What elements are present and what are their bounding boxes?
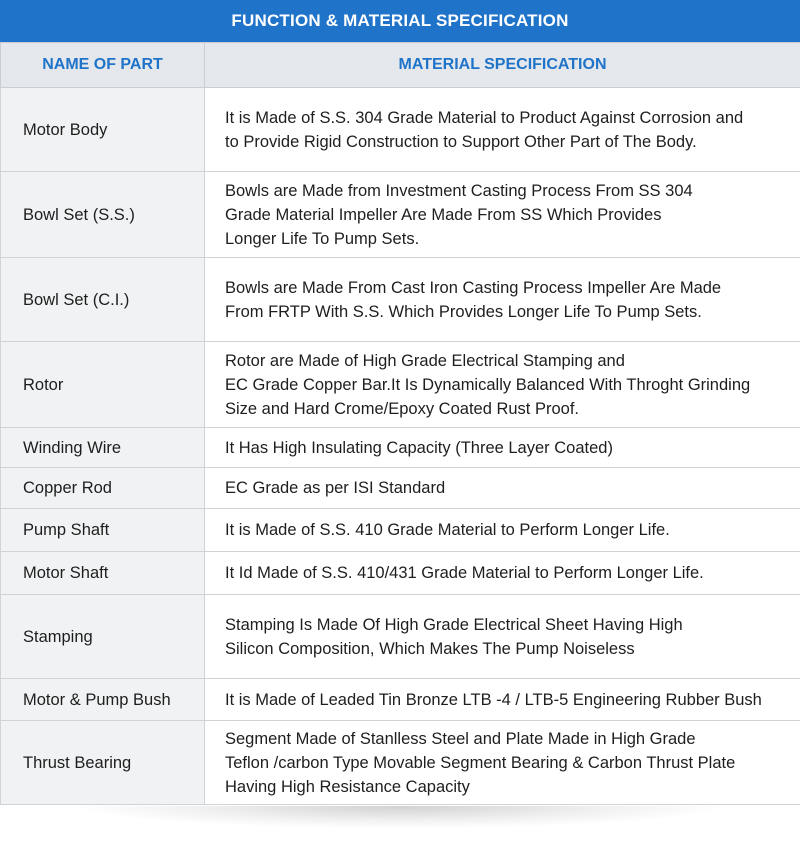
spec-line: Teflon /carbon Type Movable Segment Bearing & Carbon Thrust Plate	[225, 753, 736, 772]
header-row	[1, 43, 800, 88]
part-name: Bowl Set (S.S.)	[1, 172, 205, 258]
material-specification	[205, 342, 800, 428]
part-name: Motor Shaft	[1, 552, 205, 595]
header-material-specification: MATERIAL SPECIFICATION	[205, 43, 800, 88]
material-specification	[205, 595, 800, 679]
spec-line: Silicon Composition, Which Makes The Pump Noiseless	[225, 639, 635, 658]
material-specification	[205, 428, 800, 468]
part-name: Thrust Bearing	[1, 721, 205, 805]
spec-line: EC Grade as per ISI Standard	[225, 479, 446, 497]
material-specification	[205, 552, 800, 595]
material-specification	[205, 88, 800, 172]
part-name: Copper Rod	[1, 468, 205, 509]
spec-line: It Id Made of S.S. 410/431 Grade Material to Perform Longer Life.	[225, 564, 704, 582]
table-row	[1, 428, 800, 468]
table-row	[1, 552, 800, 595]
table-row	[1, 468, 800, 509]
table-row	[1, 342, 800, 428]
table-row	[1, 509, 800, 552]
spec-line: EC Grade Copper Bar.It Is Dynamically Balanced With Throght Grinding	[225, 375, 751, 394]
table-row	[1, 88, 800, 172]
spec-table	[0, 42, 800, 805]
spec-line: It is Made of S.S. 304 Grade Material to Product Against Corrosion and	[225, 108, 744, 127]
spec-line: Size and Hard Crome/Epoxy Coated Rust Proof.	[225, 399, 580, 418]
material-specification	[205, 721, 800, 805]
part-name: Rotor	[1, 342, 205, 428]
table-row	[1, 721, 800, 805]
part-name: Stamping	[1, 595, 205, 679]
material-specification	[205, 172, 800, 258]
spec-line: Stamping Is Made Of High Grade Electrical Sheet Having High	[225, 615, 683, 634]
spec-line: It is Made of S.S. 410 Grade Material to Perform Longer Life.	[225, 521, 670, 539]
spec-line: Longer Life To Pump Sets.	[225, 229, 420, 248]
material-specification	[205, 468, 800, 509]
spec-line: It Has High Insulating Capacity (Three Layer Coated)	[225, 438, 613, 457]
table-title: FUNCTION & MATERIAL SPECIFICATION	[0, 0, 800, 42]
spec-line: Bowls are Made From Cast Iron Casting Process Impeller Are Made	[225, 278, 722, 297]
material-specification	[205, 258, 800, 342]
part-name: Motor & Pump Bush	[1, 679, 205, 721]
spec-line: Having High Resistance Capacity	[225, 777, 470, 796]
part-name: Winding Wire	[1, 428, 205, 468]
spec-line: Segment Made of Stanlless Steel and Plate Made in High Grade	[225, 729, 696, 748]
table-row	[1, 679, 800, 721]
spec-line: Grade Material Impeller Are Made From SS Which Provides	[225, 205, 662, 224]
spec-line: Bowls are Made from Investment Casting Process From SS 304	[225, 181, 693, 200]
material-specification	[205, 679, 800, 721]
table-row	[1, 595, 800, 679]
spec-line: From FRTP With S.S. Which Provides Longer Life To Pump Sets.	[225, 302, 702, 321]
part-name: Pump Shaft	[1, 509, 205, 552]
drop-shadow	[80, 806, 720, 828]
header-name-of-part: NAME OF PART	[1, 43, 205, 88]
table-row	[1, 172, 800, 258]
material-specification	[205, 509, 800, 552]
spec-line: It is Made of Leaded Tin Bronze LTB -4 / LTB-5 Engineering Rubber Bush	[225, 690, 762, 709]
table-row	[1, 258, 800, 342]
spec-line: Rotor are Made of High Grade Electrical Stamping and	[225, 351, 625, 370]
part-name: Motor Body	[1, 88, 205, 172]
spec-line: to Provide Rigid Construction to Support Other Part of The Body.	[225, 132, 697, 151]
part-name: Bowl Set (C.I.)	[1, 258, 205, 342]
